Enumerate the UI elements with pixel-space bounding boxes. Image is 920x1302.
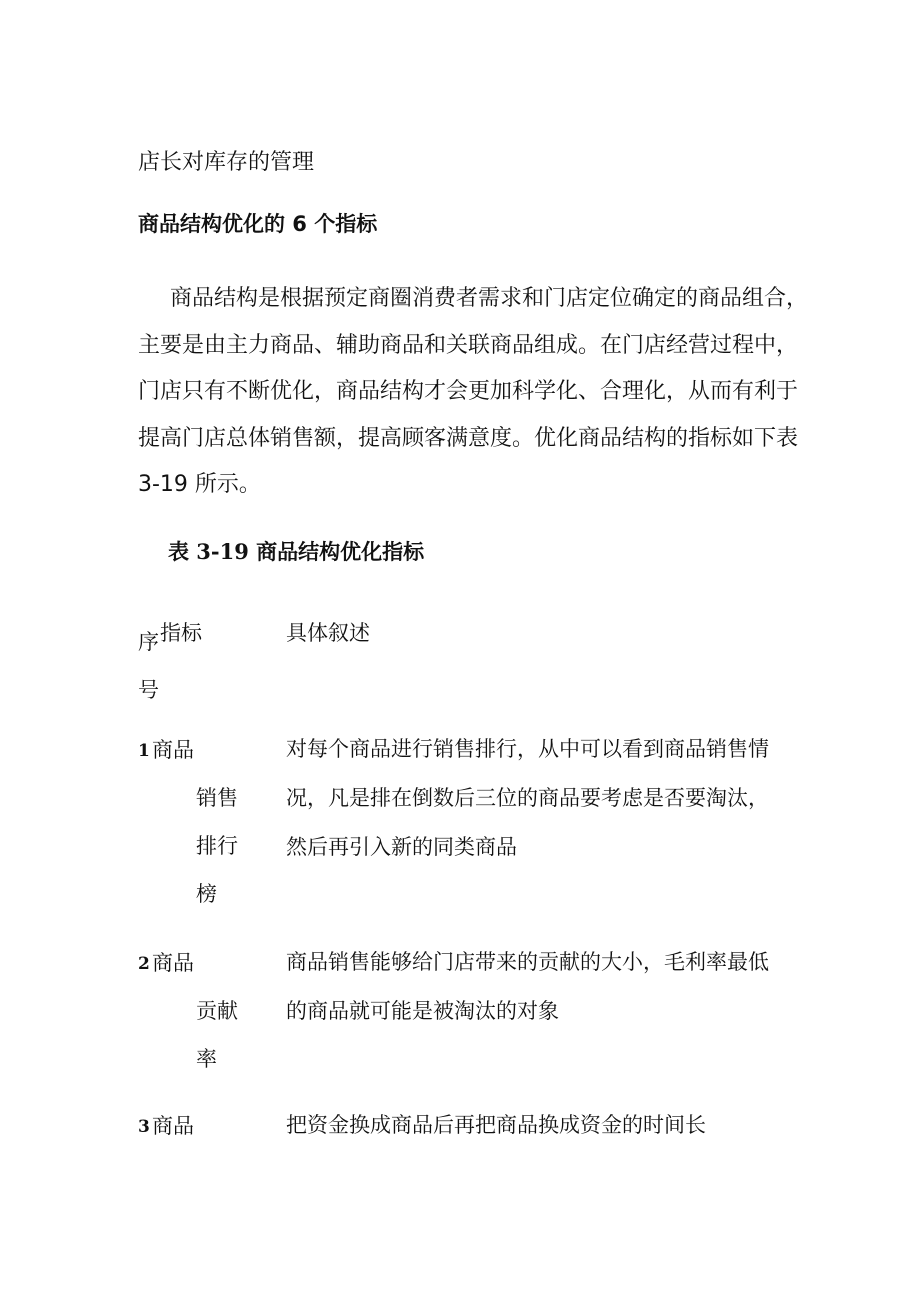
row-indicator <box>138 1102 194 1150</box>
row-indicator-first: 商品 <box>152 1114 194 1138</box>
intro-line: 门店只有不断优化，商品结构才会更加科学化、合理化，从而有利于 <box>138 379 799 404</box>
row-indicator <box>138 726 248 918</box>
section-heading: 商品结构优化的 6 个指标 <box>138 212 378 236</box>
document-title: 店长对库存的管理 <box>138 150 315 175</box>
row-number: 3 <box>138 1117 150 1137</box>
row-indicator-first: 商品 <box>152 951 194 975</box>
row-description: 对每个商品进行销售排行，从中可以看到商品销售情况，凡是排在倒数后三位的商品要考虑是否要淘汰，然后再引入新的同类商品 <box>286 737 769 859</box>
row-indicator <box>138 939 248 1083</box>
intro-line: 3-19 所示。 <box>138 472 261 497</box>
row-indicator-rest: 销售排行榜 <box>196 786 238 906</box>
intro-line: 提高门店总体销售额，提高顾客满意度。优化商品结构的指标如下表 <box>138 425 799 451</box>
row-indicator-first: 商品 <box>152 738 194 762</box>
intro-paragraph <box>138 276 808 509</box>
row-number: 1 <box>138 741 150 761</box>
row-number: 2 <box>138 954 150 974</box>
table-caption: 表 3-19 商品结构优化指标 <box>168 539 425 564</box>
intro-line: 主要是由主力商品、辅助商品和关联商品组成。在门店经营过程中， <box>138 332 799 358</box>
row-description: 商品销售能够给门店带来的贡献的大小，毛利率最低的商品就可能是被淘汰的对象 <box>286 950 769 1023</box>
header-indicator: 指标 <box>160 621 202 645</box>
header-seq <box>138 618 158 714</box>
row-indicator-rest: 贡献率 <box>196 999 238 1071</box>
header-description: 具体叙述 <box>286 621 370 645</box>
row-description: 把资金换成商品后再把商品换成资金的时间长 <box>286 1113 706 1137</box>
header-seq-b: 号 <box>138 678 159 702</box>
intro-line: 商品结构是根据预定商圈消费者需求和门店定位确定的商品组合， <box>170 286 809 311</box>
header-seq-a: 序 <box>138 630 159 654</box>
